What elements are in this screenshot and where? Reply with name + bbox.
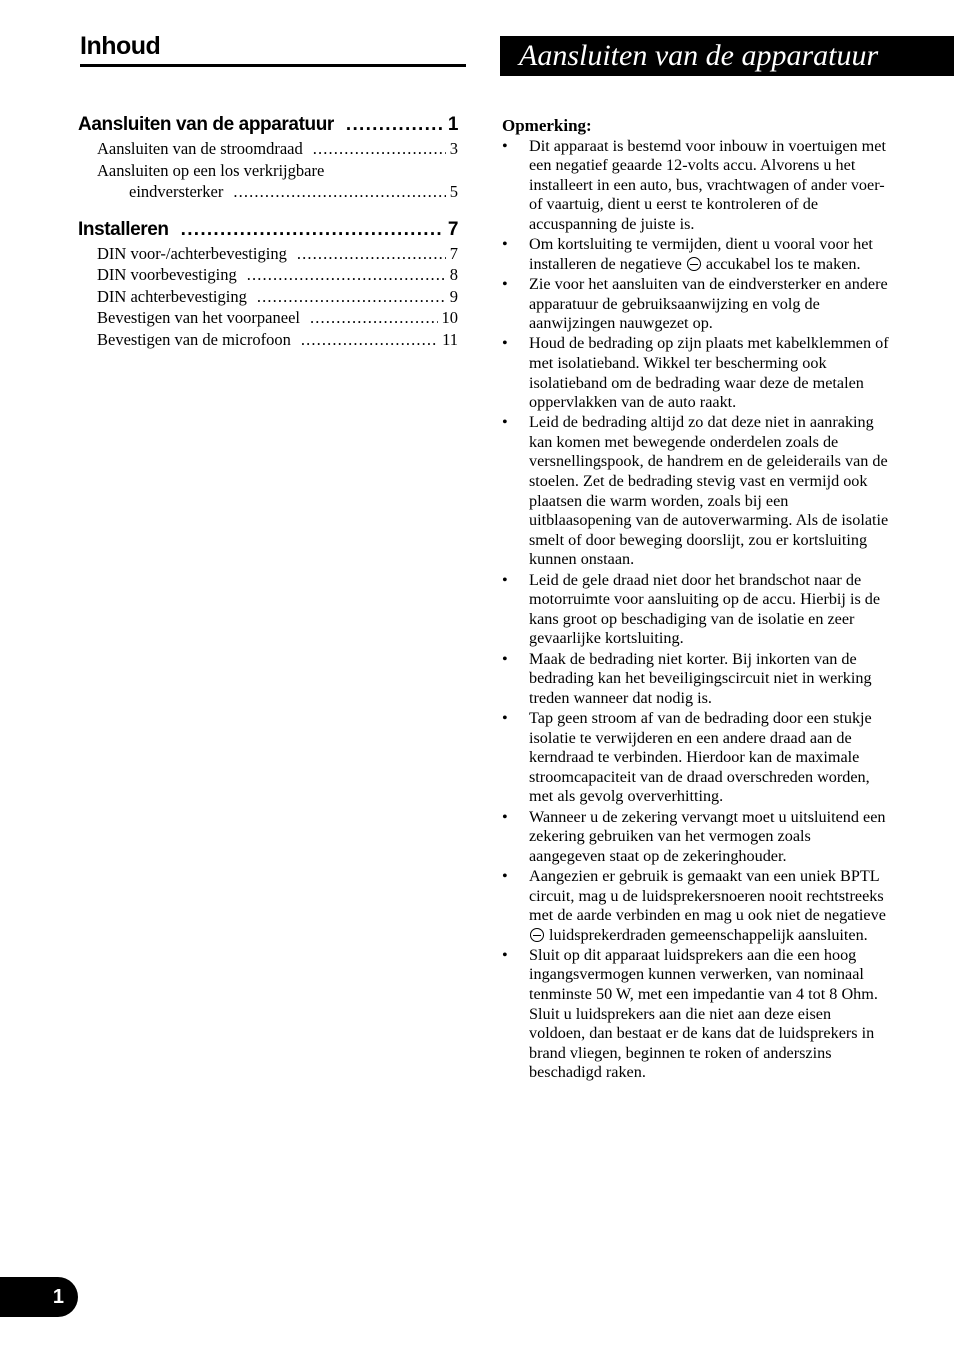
toc-entry-title: Installeren xyxy=(78,218,169,240)
list-item xyxy=(502,413,890,570)
minus-symbol-icon xyxy=(530,928,544,942)
section-banner: Aansluiten van de apparatuur xyxy=(500,36,954,76)
toc-entry-voorpaneel[interactable] xyxy=(78,307,458,329)
toc-entry-label-cont: eindversterker xyxy=(129,182,224,201)
note-text: accukabel los te maken. xyxy=(705,254,861,273)
toc-heading: Inhoud xyxy=(80,30,466,67)
list-item xyxy=(502,571,890,649)
dot-leader xyxy=(297,243,446,265)
toc-entry-page: 10 xyxy=(441,308,458,327)
bullet: • xyxy=(502,136,508,155)
toc-entry-label: DIN voorbevestiging xyxy=(97,265,237,284)
list-item xyxy=(502,946,890,1083)
toc-entry-aansluiten[interactable] xyxy=(78,112,458,138)
toc-entry-page: 9 xyxy=(449,286,458,306)
toc-entry-din-voor-achter[interactable] xyxy=(78,243,458,265)
dot-leader xyxy=(181,217,442,243)
notes-section xyxy=(502,116,890,1083)
note-text: Tap geen stroom af van de bedrading door een stukje isolatie te verwijderen en een andere draad aan de kerndraad te verbinden. Hierdoor kan de maximale stroomcapaciteit van de draad overschreden worden, met als gevolg oververhitting. xyxy=(529,708,872,806)
toc-section-installeren xyxy=(78,217,458,351)
toc-entry-page: 8 xyxy=(449,265,458,284)
page-number-tab: 1 xyxy=(0,1277,78,1317)
toc-entry-title: Aansluiten van de apparatuur xyxy=(78,114,334,135)
list-item xyxy=(502,275,890,334)
note-text: Houd de bedrading op zijn plaats met kabelklemmen of met isolatieband. Wikkel ter bescherming ook isolatieband om de bedrading waar deze de metalen oppervlakken van de auto raakt. xyxy=(529,334,889,412)
toc-entry-stroomdraad[interactable] xyxy=(78,138,458,160)
note-text: Zie voor het aansluiten van de eindversterker en andere apparatuur de gebruiksaanwijzing en volg de aanwijzingen nauwgezet op. xyxy=(529,274,888,333)
list-item xyxy=(502,808,890,867)
toc-entry-page: 1 xyxy=(447,114,458,135)
note-text: Maak de bedrading niet korter. Bij inkorten van de bedrading kan het beveiligingscircuit niet in werking treden wanneer dat nodig is. xyxy=(529,649,872,707)
toc-entry-page: 3 xyxy=(449,139,458,158)
dot-leader xyxy=(247,264,446,286)
dot-leader xyxy=(346,112,442,138)
note-text: luidsprekerdraden gemeenschappelijk aansluiten. xyxy=(549,925,868,944)
toc-entry-label: DIN achterbevestiging xyxy=(97,286,247,306)
note-text: Om kortsluiting te vermijden, dient u vooral voor het installeren de negatieve xyxy=(529,235,873,273)
toc-entry-page: 7 xyxy=(449,243,458,263)
bullet: • xyxy=(502,334,508,353)
bullet: • xyxy=(502,866,508,885)
dot-leader xyxy=(301,329,438,351)
list-item xyxy=(502,334,890,412)
toc-entry-page: 5 xyxy=(449,182,458,201)
notes-list xyxy=(502,137,890,1083)
toc-section-aansluiten xyxy=(78,112,458,203)
toc-entry-eindversterker[interactable] xyxy=(78,160,458,203)
bullet: • xyxy=(502,945,508,964)
dot-leader xyxy=(233,181,445,203)
list-item xyxy=(502,137,890,235)
minus-symbol-icon xyxy=(687,257,701,271)
dot-leader xyxy=(313,138,446,160)
note-text: Leid de gele draad niet door het brandschot naar de motorruimte voor aansluiting op de accu. Hierbij is de kans groot op beschadiging van de isolatie en zeer gevaarlijke kortsluiting. xyxy=(529,570,881,648)
list-item xyxy=(502,235,890,274)
note-text: Aangezien er gebruik is gemaakt van een uniek BPTL circuit, mag u de luidsprekersnoeren nooit rechtstreeks met de aarde verbinden en mag u ook niet de negatieve xyxy=(529,866,886,925)
toc-entry-label: Bevestigen van het voorpaneel xyxy=(97,308,300,327)
table-of-contents xyxy=(78,112,458,365)
list-item xyxy=(502,709,890,807)
toc-entry-microfoon[interactable] xyxy=(78,329,458,351)
bullet: • xyxy=(502,708,508,727)
toc-entry-din-voor[interactable] xyxy=(78,264,458,286)
bullet: • xyxy=(502,235,508,254)
toc-entry-page: 7 xyxy=(447,218,458,240)
list-item xyxy=(502,867,890,945)
toc-entry-installeren[interactable] xyxy=(78,217,458,243)
bullet: • xyxy=(502,274,508,293)
dot-leader xyxy=(257,286,446,308)
dot-leader xyxy=(310,307,438,329)
toc-entry-label: Bevestigen van de microfoon xyxy=(97,329,291,349)
toc-entry-label: DIN voor-/achterbevestiging xyxy=(97,243,287,263)
toc-entry-page: 11 xyxy=(442,329,458,349)
bullet: • xyxy=(502,649,508,668)
list-item xyxy=(502,650,890,709)
toc-entry-din-achter[interactable] xyxy=(78,286,458,308)
toc-entry-label: Aansluiten op een los verkrijgbare xyxy=(97,160,325,180)
bullet: • xyxy=(502,570,508,589)
toc-entry-label: Aansluiten van de stroomdraad xyxy=(97,139,303,158)
bullet: • xyxy=(502,807,508,826)
note-text: Wanneer u de zekering vervangt moet u uitsluitend een zekering gebruiken van het vermogen zoals aangegeven staat op de zekeringhouder. xyxy=(529,807,886,865)
notes-heading: Opmerking: xyxy=(502,116,592,135)
bullet: • xyxy=(502,413,508,432)
note-text: Leid de bedrading altijd zo dat deze niet in aanraking kan komen met bewegende onderdelen zoals de versnellingspook, de handrem en de geleiderails van de stoelen. Zet de bedrading stevig vast en vermijd ook plaatsen die warm worden, zoals bij een uitblaasopening van de autoverwarming. Als de isolatie smelt of door beweging doorslijt, zou er kortsluiting kunnen onstaan. xyxy=(529,413,889,569)
note-text: Dit apparaat is bestemd voor inbouw in voertuigen met een negatief geaarde 12-volts accu. Alvorens u het installeert in een auto, bus, vrachtwagen of ander voer- of vaartuig, dient u eerst te kontroleren of de accuspanning de juiste is. xyxy=(529,136,886,233)
note-text: Sluit op dit apparaat luidsprekers aan die een hoog ingangsvermogen kunnen verwerken, van nominaal tenminste 50 W, met een impedantie van 4 tot 8 Ohm. Sluit u luidsprekers aan die niet aan deze eisen voldoen, dan bestaat er de kans dat de luidsprekers in brand vliegen, beginnen te roken of anderszins beschadigd raken. xyxy=(529,945,878,1082)
